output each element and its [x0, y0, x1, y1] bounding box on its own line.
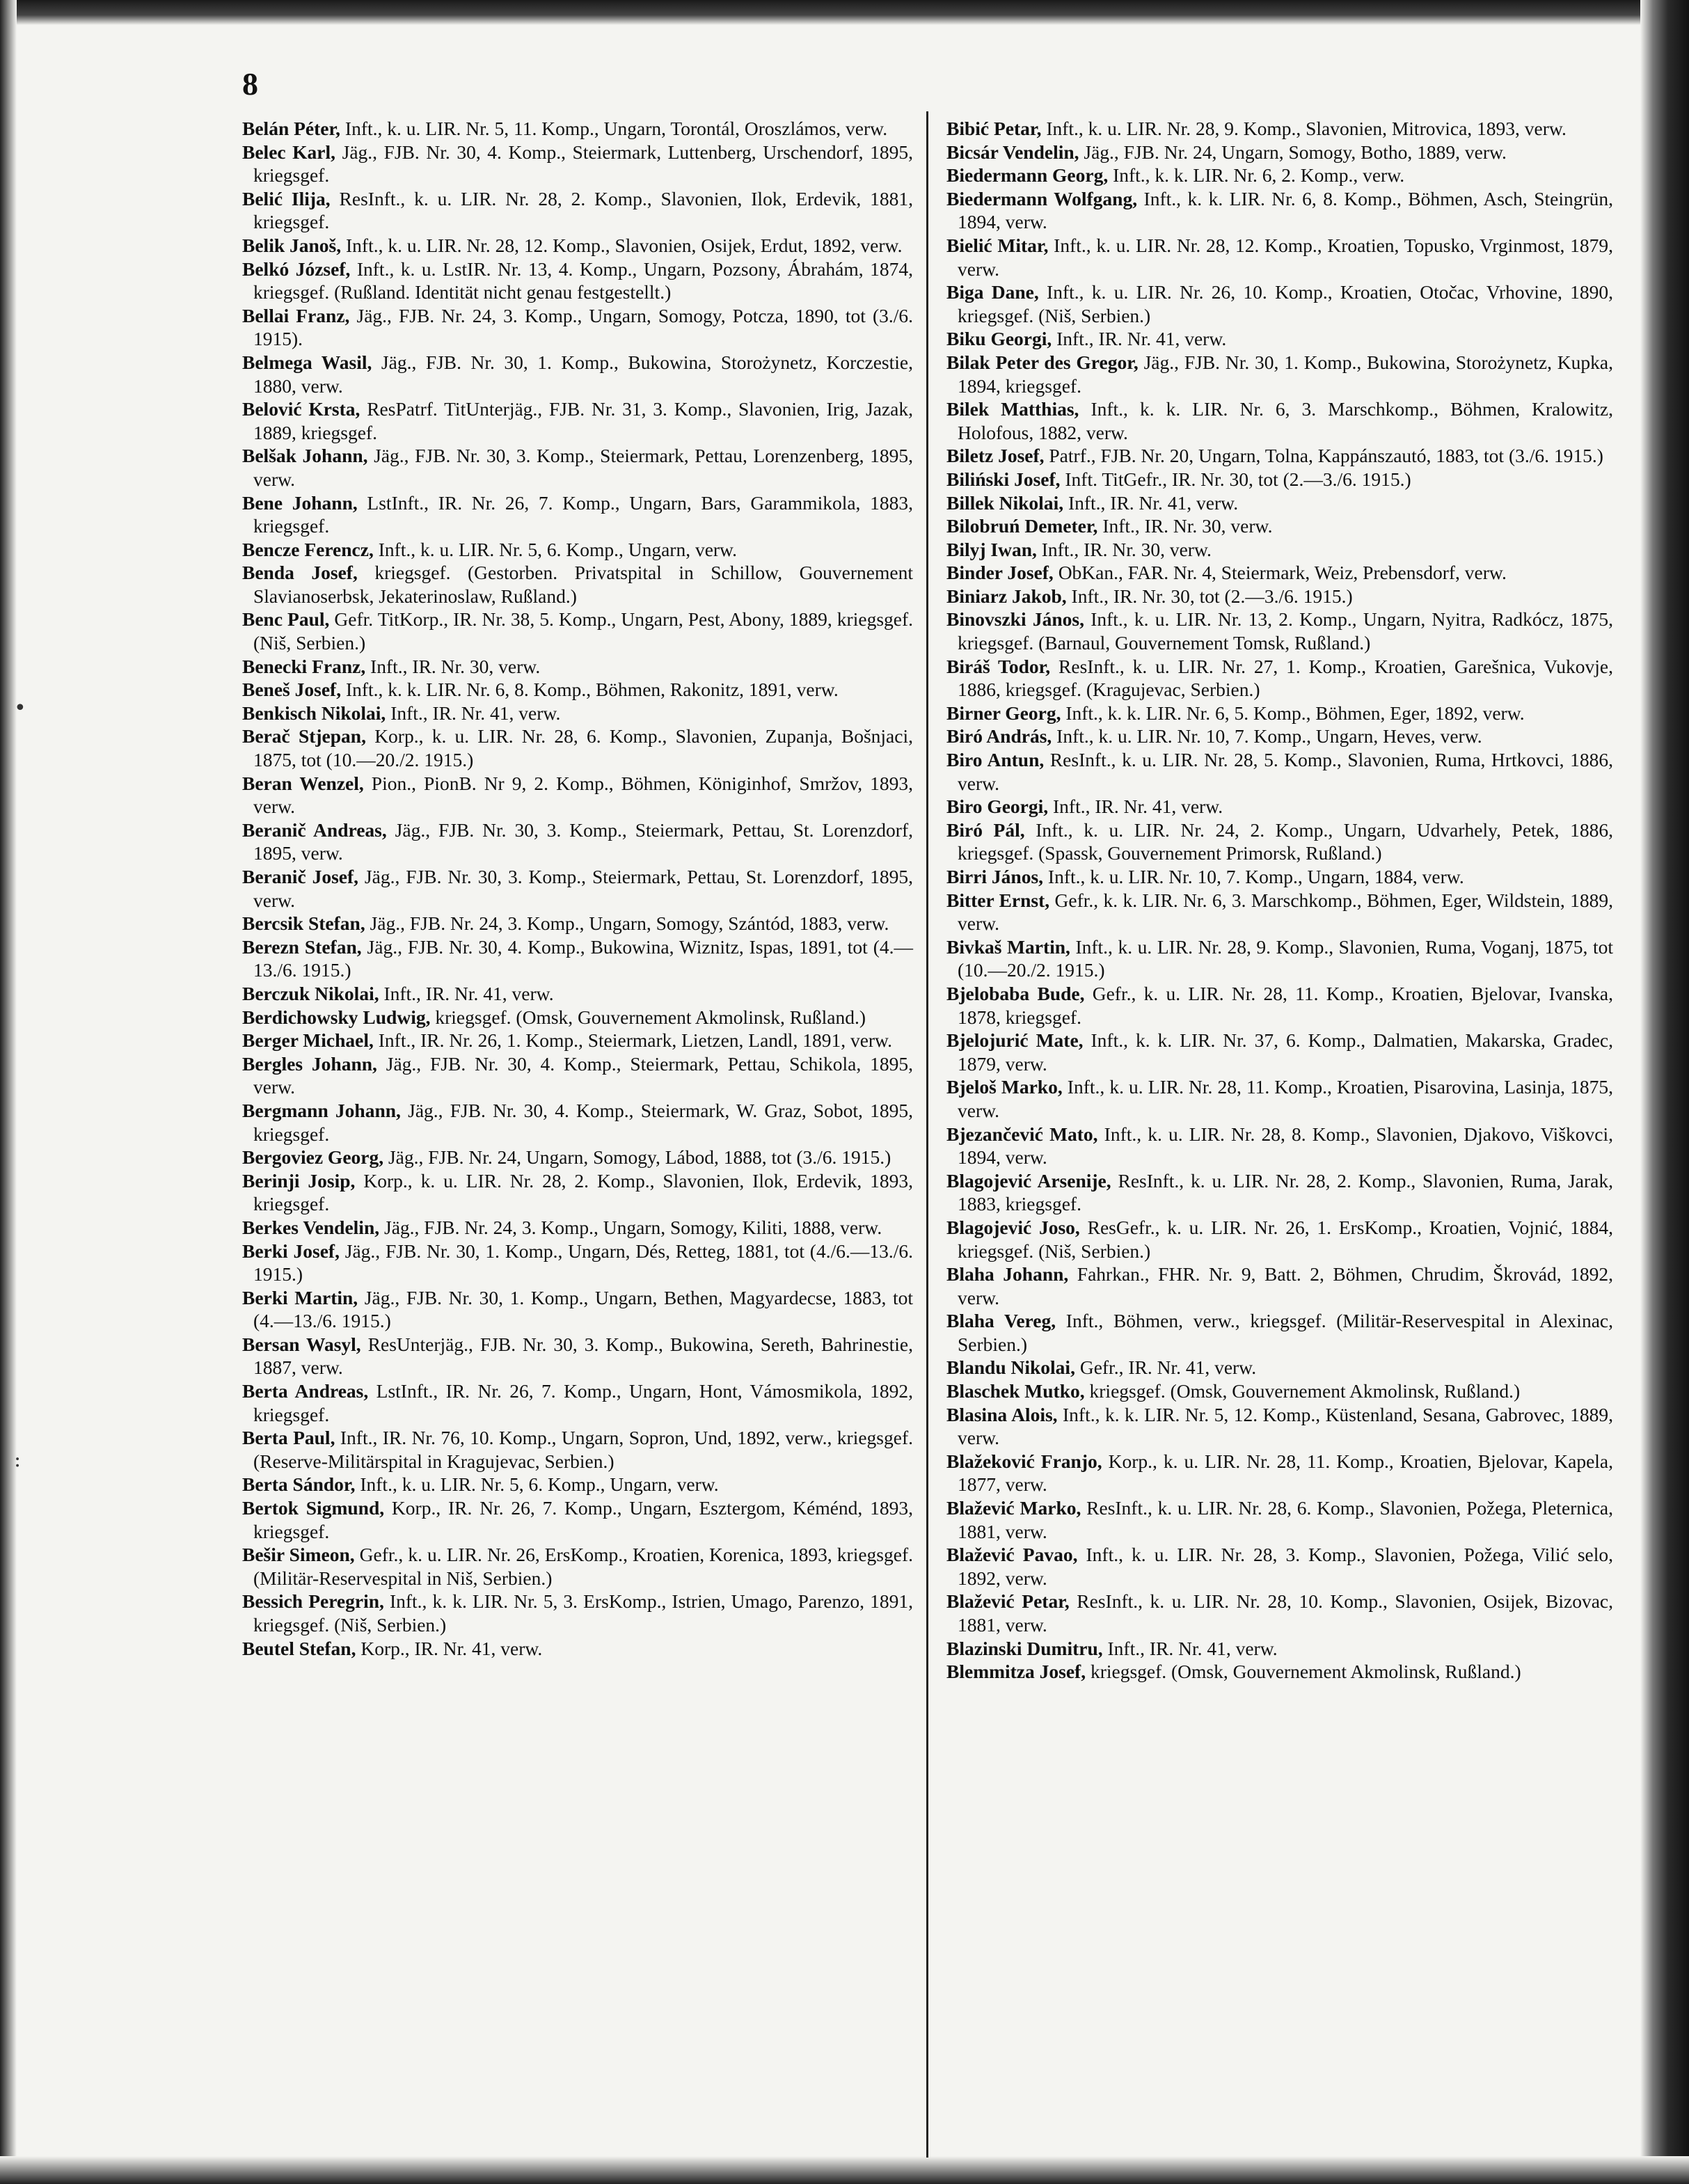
entry-details: Gefr., IR. Nr. 41, verw.	[1075, 1356, 1257, 1379]
entry-name: Bibić Petar,	[946, 118, 1042, 139]
entry-name: Berezn Stefan,	[242, 935, 362, 958]
register-entry	[242, 1052, 913, 1099]
entry-details: Inft., k. u. LIR. Nr. 28, 9. Komp., Slavonien, Mitrovica, 1893, verw.	[1041, 118, 1567, 139]
entry-name: Bessich Peregrin,	[242, 1590, 384, 1613]
register-entry	[946, 117, 1613, 141]
scan-edge-right	[1640, 0, 1689, 2184]
entry-details: Inft., IR. Nr. 41, verw.	[1052, 328, 1227, 350]
entry-name: Bergoviez Georg,	[242, 1146, 384, 1169]
entry-name: Blandu Nikolai,	[946, 1356, 1075, 1379]
register-entry	[242, 491, 913, 538]
entry-name: Belkó József,	[242, 258, 351, 280]
entry-name: Biku Georgi,	[946, 328, 1052, 350]
entry-details: Inft., IR. Nr. 41, verw.	[386, 702, 561, 724]
register-entry	[946, 351, 1613, 397]
entry-details: Jäg., FJB. Nr. 30, 3. Komp., Steiermark, Pettau, Lorenzenberg, 1895, verw.	[253, 445, 913, 490]
entry-details: Inft., Böhmen, verw., kriegsgef. (Militär-Reservespital in Alexinac, Serbien.)	[958, 1310, 1613, 1355]
entry-name: Berač Stjepan,	[242, 725, 366, 747]
register-entry	[946, 1123, 1613, 1169]
entry-name: Bjeloš Marko,	[946, 1076, 1063, 1098]
register-entry	[946, 702, 1613, 725]
entry-name: Biró András,	[946, 725, 1052, 747]
register-entry	[946, 234, 1613, 280]
register-entry	[946, 397, 1613, 444]
entry-name: Berger Michael,	[242, 1029, 374, 1052]
entry-name: Biedermann Wolfgang,	[946, 187, 1138, 209]
register-entry	[242, 865, 913, 912]
entry-name: Belmega Wasil,	[242, 351, 372, 373]
entry-details: Inft., k. u. LIR. Nr. 5, 6. Komp., Ungarn, verw.	[355, 1473, 719, 1496]
entry-name: Blaha Johann,	[946, 1263, 1069, 1285]
register-entry	[242, 1590, 913, 1636]
register-entry	[946, 1029, 1613, 1075]
register-entry	[242, 702, 913, 725]
entry-details: Patrf., FJB. Nr. 20, Ungarn, Tolna, Kappánszautó, 1883, tot (3./6. 1915.)	[1044, 445, 1603, 467]
entry-details: Inft., k. u. LIR. Nr. 5, 6. Komp., Ungarn, verw.	[373, 538, 738, 560]
entry-details: Inft., IR. Nr. 30, verw.	[1036, 538, 1212, 560]
entry-details: Jäg., FJB. Nr. 24, Ungarn, Somogy, Lábod, 1888, tot (3./6. 1915.)	[383, 1146, 891, 1169]
register-entry	[946, 818, 1613, 865]
entry-details: Pion., PionB. Nr 9, 2. Komp., Böhmen, Königinhof, Smržov, 1893, verw.	[253, 772, 913, 818]
entry-name: Blažević Pavao,	[946, 1544, 1078, 1566]
register-entry	[242, 1637, 913, 1661]
entry-details: Inft., k. u. LIR. Nr. 28, 12. Komp., Kroatien, Topusko, Vrginmost, 1879, verw.	[958, 234, 1613, 280]
entry-details: Inft., k. u. LIR. Nr. 10, 7. Komp., Ungarn, Heves, verw.	[1052, 725, 1482, 747]
entry-details: Inft., IR. Nr. 41, verw.	[379, 982, 554, 1004]
entry-name: Birri János,	[946, 866, 1044, 887]
entry-details: Gefr. TitKorp., IR. Nr. 38, 5. Komp., Ungarn, Pest, Abony, 1889, kriegsgef. (Niš, Serbien.)	[253, 608, 914, 654]
entry-name: Bicsár Vendelin,	[946, 141, 1079, 163]
entry-details: kriegsgef. (Omsk, Gouvernement Akmolinsk, Rußland.)	[1084, 1380, 1521, 1402]
entry-name: Blemmitza Josef,	[946, 1661, 1086, 1683]
entry-name: Benda Josef,	[242, 562, 358, 584]
entry-name: Biga Dane,	[946, 281, 1039, 303]
entry-name: Bjelobaba Bude,	[946, 982, 1085, 1004]
entry-name: Berta Andreas,	[242, 1380, 369, 1402]
entry-details: Jäg., FJB. Nr. 30, 1. Komp., Ungarn, Bethen, Magyardecse, 1883, tot (4.—13./6. 1915.)	[253, 1286, 913, 1332]
entry-name: Blažević Marko,	[946, 1497, 1081, 1519]
entry-name: Blažević Petar,	[946, 1590, 1070, 1613]
entry-details: Jäg., FJB. Nr. 30, 3. Komp., Steiermark, Pettau, St. Lorenzdorf, 1895, verw.	[253, 866, 914, 911]
entry-name: Binder Josef,	[946, 562, 1054, 584]
register-entry	[946, 748, 1613, 795]
entry-details: Gefr., k. u. LIR. Nr. 26, ErsKomp., Kroatien, Korenica, 1893, kriegsgef. (Militär-Reservespital in Niš, Serbien.)	[253, 1544, 913, 1589]
entry-details: Inft., k. k. LIR. Nr. 5, 3. ErsKomp., Istrien, Umago, Parenzo, 1891, kriegsgef. (Niš, Serbien.)	[253, 1590, 913, 1636]
entry-details: Korp., k. u. LIR. Nr. 28, 2. Komp., Slavonien, Ilok, Erdevik, 1893, kriegsgef.	[253, 1169, 914, 1215]
entry-details: Inft., k. u. LIR. Nr. 10, 7. Komp., Ungarn, 1884, verw.	[1043, 866, 1464, 887]
register-entry	[242, 141, 913, 187]
entry-details: Inft., k. u. LIR. Nr. 28, 3. Komp., Slavonien, Požega, Vilić selo, 1892, verw.	[958, 1544, 1613, 1589]
entry-details: ResInft., k. u. LIR. Nr. 28, 2. Komp., Slavonien, Ilok, Erdevik, 1881, kriegsgef.	[253, 187, 913, 233]
entry-details: Inft., k. k. LIR. Nr. 6, 5. Komp., Böhmen, Eger, 1892, verw.	[1061, 702, 1525, 724]
register-entry	[242, 1006, 913, 1029]
entry-name: Bjezančević Mato,	[946, 1123, 1098, 1145]
register-entry	[946, 1075, 1613, 1122]
scan-edge-left	[0, 0, 17, 2184]
register-entry	[946, 187, 1613, 234]
entry-name: Bergles Johann,	[242, 1052, 377, 1075]
entry-details: Jäg., FJB. Nr. 30, 1. Komp., Ungarn, Dés, Retteg, 1881, tot (4./6.—13./6. 1915.)	[253, 1240, 913, 1285]
register-entry	[946, 1496, 1613, 1543]
entry-details: Inft., k. k. LIR. Nr. 6, 8. Komp., Böhmen, Asch, Steingrün, 1894, verw.	[958, 187, 1614, 233]
register-entry	[946, 444, 1613, 468]
entry-details: Inft., k. u. LIR. Nr. 24, 2. Komp., Ungarn, Udvarhely, Petek, 1886, kriegsgef. (Spassk, Gouvernement Primorsk, Rußland.)	[958, 818, 1613, 864]
entry-name: Benc Paul,	[242, 608, 330, 631]
entry-name: Bellai Franz,	[242, 304, 350, 326]
register-entry	[946, 491, 1613, 515]
entry-name: Bitter Ernst,	[946, 889, 1050, 911]
register-entry	[242, 1473, 913, 1496]
entry-name: Blaschek Mutko,	[946, 1380, 1085, 1402]
entry-name: Berki Josef,	[242, 1240, 340, 1262]
entry-details: Gefr., k. u. LIR. Nr. 28, 11. Komp., Kroatien, Bjelovar, Ivanska, 1878, kriegsgef.	[958, 982, 1613, 1028]
register-entry	[946, 1309, 1613, 1356]
entry-name: Biro Georgi,	[946, 796, 1049, 818]
register-entry	[242, 538, 913, 562]
entry-details: Inft., k. u. LIR. Nr. 28, 8. Komp., Slavonien, Djakovo, Viškovci, 1894, verw.	[958, 1123, 1613, 1169]
entry-details: Jäg., FJB. Nr. 30, 4. Komp., Steiermark, W. Graz, Sobot, 1895, kriegsgef.	[253, 1099, 913, 1145]
register-entry	[242, 1216, 913, 1240]
entry-name: Blaha Vereg,	[946, 1310, 1056, 1332]
register-entry	[946, 538, 1613, 562]
register-entry	[946, 1169, 1613, 1216]
entry-details: ResInft., k. u. LIR. Nr. 28, 5. Komp., Slavonien, Ruma, Hrtkovci, 1886, verw.	[958, 749, 1613, 794]
entry-details: Inft., IR. Nr. 30, tot (2.—3./6. 1915.)	[1066, 585, 1353, 607]
register-entry	[946, 561, 1613, 585]
register-entry	[946, 889, 1613, 935]
register-entry	[242, 912, 913, 935]
entry-name: Biliński Josef,	[946, 468, 1061, 490]
register-entry	[946, 865, 1613, 889]
scan-edge-top	[0, 0, 1689, 25]
entry-name: Berczuk Nikolai,	[242, 982, 379, 1004]
entry-details: LstInft., IR. Nr. 26, 7. Komp., Ungarn, Bars, Garammikola, 1883, kriegsgef.	[253, 491, 913, 537]
entry-name: Belović Krsta,	[242, 398, 360, 420]
register-entry	[946, 982, 1613, 1029]
register-entry	[242, 1146, 913, 1169]
entry-name: Binovszki János,	[946, 608, 1084, 631]
entry-name: Berkes Vendelin,	[242, 1216, 380, 1238]
register-entry	[242, 655, 913, 679]
register-entry	[946, 1403, 1613, 1450]
entry-name: Beneš Josef,	[242, 679, 342, 701]
entry-name: Bilyj Iwan,	[946, 538, 1037, 560]
entry-name: Bešir Simeon,	[242, 1544, 355, 1566]
register-entry	[946, 164, 1613, 187]
entry-name: Berta Sándor,	[242, 1473, 356, 1496]
entry-name: Belšak Johann,	[242, 445, 368, 467]
entry-name: Blagojević Arsenije,	[946, 1169, 1111, 1192]
entry-name: Beran Wenzel,	[242, 772, 364, 794]
register-entry	[242, 1496, 913, 1543]
entry-name: Bergmann Johann,	[242, 1099, 401, 1121]
entry-name: Belán Péter,	[242, 118, 341, 139]
entry-name: Bercsik Stefan,	[242, 912, 365, 935]
entry-details: Inft., IR. Nr. 26, 1. Komp., Steiermark, Lietzen, Landl, 1891, verw.	[373, 1029, 893, 1052]
register-entry	[946, 327, 1613, 351]
entry-details: Korp., IR. Nr. 26, 7. Komp., Ungarn, Esztergom, Kéménd, 1893, kriegsgef.	[253, 1497, 913, 1542]
register-entry	[946, 468, 1613, 491]
entry-details: kriegsgef. (Gestorben. Privatspital in Schillow, Gouvernement Slavianoserbsk, Jekaterinoslaw, Rußland.)	[253, 562, 913, 607]
entry-name: Blazinski Dumitru,	[946, 1637, 1103, 1659]
register-entry	[242, 1543, 913, 1590]
entry-name: Belec Karl,	[242, 141, 336, 163]
entry-details: ResUnterjäg., FJB. Nr. 30, 3. Komp., Bukowina, Sereth, Bahrinestie, 1887, verw.	[253, 1333, 913, 1379]
register-entry	[242, 1286, 913, 1333]
register-entry	[242, 258, 913, 304]
entry-details: Inft., k. u. LIR. Nr. 13, 2. Komp., Ungarn, Nyitra, Radkócz, 1875, kriegsgef. (Barnaul, Gouvernement Tomsk, Rußland.)	[958, 608, 1613, 654]
register-entry	[242, 608, 913, 654]
right-column	[946, 117, 1613, 1684]
entry-details: Jäg., FJB. Nr. 30, 4. Komp., Steiermark, Pettau, Schikola, 1895, verw.	[253, 1052, 913, 1098]
entry-details: ResInft., k. u. LIR. Nr. 28, 6. Komp., Slavonien, Požega, Pleternica, 1881, verw.	[958, 1497, 1613, 1542]
register-entry	[242, 397, 913, 444]
entry-name: Bilak Peter des Gregor,	[946, 351, 1139, 373]
register-entry	[946, 935, 1613, 982]
register-entry	[946, 1379, 1613, 1403]
entry-details: kriegsgef. (Omsk, Gouvernement Akmolinsk, Rußland.)	[1086, 1661, 1521, 1683]
register-entry	[242, 1029, 913, 1052]
entry-name: Billek Nikolai,	[946, 491, 1064, 514]
entry-name: Berinji Josip,	[242, 1169, 356, 1192]
entry-details: Jäg., FJB. Nr. 24, Ungarn, Somogy, Botho, 1889, verw.	[1079, 141, 1507, 163]
entry-details: kriegsgef. (Omsk, Gouvernement Akmolinsk, Rußland.)	[430, 1006, 866, 1028]
entry-details: Jäg., FJB. Nr. 24, 3. Komp., Ungarn, Somogy, Szántód, 1883, verw.	[365, 912, 889, 935]
entry-details: Jäg., FJB. Nr. 30, 1. Komp., Bukowina, Storożynetz, Kupka, 1894, kriegsgef.	[958, 351, 1613, 397]
entry-details: ResPatrf. TitUnterjäg., FJB. Nr. 31, 3. Komp., Slavonien, Irig, Jazak, 1889, kriegsgef.	[253, 398, 913, 443]
entry-name: Bersan Wasyl,	[242, 1333, 361, 1355]
entry-details: ResInft., k. u. LIR. Nr. 28, 2. Komp., Slavonien, Ruma, Jarak, 1883, kriegsgef.	[958, 1169, 1614, 1215]
register-entry	[242, 351, 913, 397]
register-entry	[242, 561, 913, 608]
entry-details: Korp., k. u. LIR. Nr. 28, 6. Komp., Slavonien, Zupanja, Bošnjaci, 1875, tot (10.—20./2. 1915.)	[253, 725, 913, 771]
register-entry	[242, 187, 913, 234]
entry-details: Korp., k. u. LIR. Nr. 28, 11. Komp., Kroatien, Bjelovar, Kapela, 1877, verw.	[958, 1450, 1613, 1496]
margin-mark: •	[14, 696, 26, 720]
entry-name: Beutel Stefan,	[242, 1637, 356, 1659]
entry-details: Inft., IR. Nr. 76, 10. Komp., Ungarn, Sopron, Und, 1892, verw., kriegsgef. (Reserve-Militärspital in Kragujevac, Serbien.)	[253, 1427, 913, 1472]
register-entry	[946, 1263, 1613, 1309]
entry-details: Inft., k. u. LIR. Nr. 28, 12. Komp., Slavonien, Osijek, Erdut, 1892, verw.	[341, 234, 903, 256]
register-entry	[242, 1240, 913, 1286]
scan-edge-bottom	[0, 2156, 1689, 2184]
register-entry	[242, 1379, 913, 1426]
register-entry	[242, 1426, 913, 1473]
register-entry	[242, 234, 913, 258]
left-column	[242, 117, 913, 1660]
register-entry	[946, 1356, 1613, 1379]
entry-name: Berdichowsky Ludwig,	[242, 1006, 431, 1028]
entry-name: Benecki Franz,	[242, 655, 366, 677]
entry-details: Jäg., FJB. Nr. 30, 4. Komp., Steiermark, Luttenberg, Urschendorf, 1895, kriegsgef.	[253, 141, 913, 187]
entry-name: Bivkaš Martin,	[946, 935, 1070, 958]
entry-details: Inft., IR. Nr. 41, verw.	[1063, 491, 1239, 514]
entry-details: Korp., IR. Nr. 41, verw.	[356, 1637, 543, 1659]
entry-name: Belik Janoš,	[242, 234, 342, 256]
entry-name: Biedermann Georg,	[946, 164, 1109, 187]
register-entry	[242, 1099, 913, 1146]
entry-details: Inft., IR. Nr. 41, verw.	[1048, 796, 1223, 818]
register-entry	[242, 1169, 913, 1216]
entry-name: Bertok Sigmund,	[242, 1497, 385, 1519]
entry-details: Jäg., FJB. Nr. 30, 4. Komp., Bukowina, Wiznitz, Ispas, 1891, tot (4.—13./6. 1915.)	[253, 935, 913, 981]
register-entry	[946, 514, 1613, 538]
entry-details: Inft., k. u. LIR. Nr. 5, 11. Komp., Ungarn, Torontál, Oroszlámos, verw.	[340, 118, 888, 139]
entry-name: Bencze Ferencz,	[242, 538, 374, 560]
page-number: 8	[242, 66, 258, 102]
entry-details: Inft. TitGefr., IR. Nr. 30, tot (2.—3./6. 1915.)	[1060, 468, 1411, 490]
entry-details: ResInft., k. u. LIR. Nr. 27, 1. Komp., Kroatien, Garešnica, Vukovje, 1886, kriegsgef. (Kragujevac, Serbien.)	[958, 655, 1613, 701]
entry-details: ObKan., FAR. Nr. 4, Steiermark, Weiz, Prebensdorf, verw.	[1053, 562, 1507, 584]
register-entry	[946, 655, 1613, 702]
entry-details: Jäg., FJB. Nr. 24, 3. Komp., Ungarn, Somogy, Kiliti, 1888, verw.	[379, 1216, 882, 1238]
entry-details: Jäg., FJB. Nr. 24, 3. Komp., Ungarn, Somogy, Potcza, 1890, tot (3./6. 1915).	[253, 304, 913, 350]
entry-name: Bielić Mitar,	[946, 234, 1049, 256]
register-entry	[946, 725, 1613, 748]
register-entry	[946, 1543, 1613, 1590]
entry-details: Jäg., FJB. Nr. 30, 3. Komp., Steiermark, Pettau, St. Lorenzdorf, 1895, verw.	[253, 818, 913, 864]
register-entry	[242, 117, 913, 141]
entry-details: ResGefr., k. u. LIR. Nr. 26, 1. ErsKomp., Kroatien, Vojnić, 1884, kriegsgef. (Niš, Serbien.)	[958, 1216, 1613, 1262]
entry-details: Gefr., k. k. LIR. Nr. 6, 3. Marschkomp., Böhmen, Eger, Wildstein, 1889, verw.	[958, 889, 1613, 935]
register-entry	[946, 1450, 1613, 1496]
register-entry	[946, 1216, 1613, 1263]
entry-name: Bilek Matthias,	[946, 398, 1079, 420]
margin-mark: :	[14, 1448, 22, 1472]
entry-details: Inft., k. k. LIR. Nr. 6, 3. Marschkomp., Böhmen, Kralowitz, Holofous, 1882, verw.	[958, 398, 1614, 443]
register-entry	[242, 818, 913, 865]
entry-name: Bilobruń Demeter,	[946, 515, 1098, 537]
entry-details: ResInft., k. u. LIR. Nr. 28, 10. Komp., Slavonien, Osijek, Bizovac, 1881, verw.	[958, 1590, 1614, 1636]
entry-name: Blažeković Franjo,	[946, 1450, 1102, 1472]
entry-details: Inft., k. k. LIR. Nr. 37, 6. Komp., Dalmatien, Makarska, Gradec, 1879, verw.	[958, 1029, 1614, 1075]
entry-name: Berki Martin,	[242, 1286, 358, 1308]
entry-details: Inft., IR. Nr. 30, verw.	[1097, 515, 1273, 537]
entry-name: Biró Pál,	[946, 818, 1025, 841]
register-entry	[946, 1660, 1613, 1684]
entry-details: Inft., k. k. LIR. Nr. 6, 2. Komp., verw.	[1108, 164, 1405, 187]
entry-name: Blagojević Joso,	[946, 1216, 1080, 1238]
entry-details: Inft., k. u. LIR. Nr. 26, 10. Komp., Kroatien, Otočac, Vrhovine, 1890, kriegsgef. (Niš, Serbien.)	[958, 281, 1614, 326]
entry-details: Inft., IR. Nr. 30, verw.	[365, 655, 541, 677]
register-entry	[946, 1637, 1613, 1661]
entry-name: Berta Paul,	[242, 1427, 335, 1449]
entry-name: Blasina Alois,	[946, 1403, 1058, 1425]
register-entry	[242, 678, 913, 702]
register-entry	[242, 725, 913, 771]
entry-name: Biráš Todor,	[946, 655, 1051, 677]
entry-details: Inft., IR. Nr. 41, verw.	[1102, 1637, 1278, 1659]
register-entry	[242, 982, 913, 1006]
register-entry	[242, 304, 913, 351]
entry-name: Birner Georg,	[946, 702, 1061, 724]
entry-name: Beranič Josef,	[242, 866, 359, 887]
register-entry	[946, 280, 1613, 327]
entry-name: Biniarz Jakob,	[946, 585, 1067, 607]
entry-details: Fahrkan., FHR. Nr. 9, Batt. 2, Böhmen, Chrudim, Škrovád, 1892, verw.	[958, 1263, 1613, 1308]
entry-details: LstInft., IR. Nr. 26, 7. Komp., Ungarn, Hont, Vámosmikola, 1892, kriegsgef.	[253, 1380, 913, 1425]
register-entry	[242, 1333, 913, 1379]
entry-name: Belić Ilija,	[242, 187, 331, 209]
entry-name: Biro Antun,	[946, 749, 1045, 771]
register-entry	[242, 772, 913, 818]
register-entry	[946, 1590, 1613, 1636]
register-entry	[946, 608, 1613, 654]
register-entry	[946, 585, 1613, 608]
column-divider	[926, 111, 928, 2158]
entry-details: Inft., k. k. LIR. Nr. 6, 8. Komp., Böhmen, Rakonitz, 1891, verw.	[341, 679, 839, 701]
entry-name: Beranič Andreas,	[242, 818, 387, 841]
register-entry	[242, 444, 913, 491]
entry-details: Inft., k. u. LstIR. Nr. 13, 4. Komp., Ungarn, Pozsony, Ábrahám, 1874, kriegsgef. (Rußland. Identität nicht genau festgestellt.)	[253, 258, 913, 303]
entry-details: Inft., k. u. LIR. Nr. 28, 11. Komp., Kroatien, Pisarovina, Lasinja, 1875, verw.	[958, 1076, 1613, 1121]
entry-details: Inft., k. k. LIR. Nr. 5, 12. Komp., Küstenland, Sesana, Gabrovec, 1889, verw.	[958, 1403, 1613, 1449]
entry-details: Jäg., FJB. Nr. 30, 1. Komp., Bukowina, Storożynetz, Korczestie, 1880, verw.	[253, 351, 913, 397]
register-entry	[946, 795, 1613, 818]
register-entry	[946, 141, 1613, 164]
entry-name: Biletz Josef,	[946, 445, 1045, 467]
entry-name: Bjelojurić Mate,	[946, 1029, 1084, 1052]
entry-name: Benkisch Nikolai,	[242, 702, 386, 724]
register-entry	[242, 935, 913, 982]
entry-details: Inft., k. u. LIR. Nr. 28, 9. Komp., Slavonien, Ruma, Voganj, 1875, tot (10.—20./2. 1915.)	[958, 935, 1614, 981]
entry-name: Bene Johann,	[242, 491, 358, 514]
